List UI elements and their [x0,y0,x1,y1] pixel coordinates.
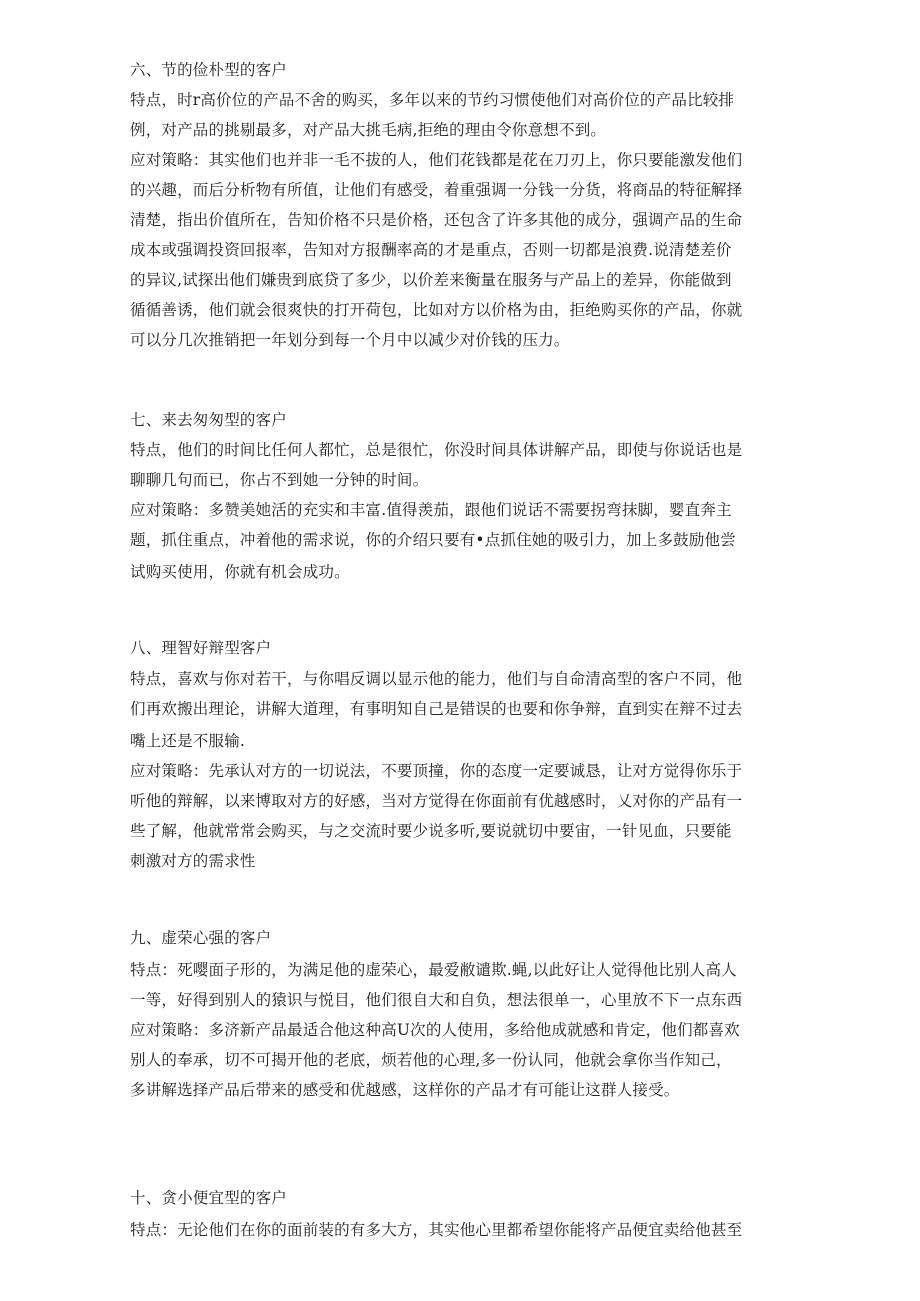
paragraph-line: 特点：无论他们在你的面前装的有多大方，其实他心里都希望你能将产品便宜卖给他甚至 [130,1221,743,1239]
section-heading: 六、节的俭朴型的客户 [130,61,288,79]
paragraph-line: 特点：死嘤面子形的，为满足他的虚荣心，最爱敝谴欺.蝇,以此好让人觉得他比别人高人 [130,961,737,979]
paragraph-line: 别人的奉承，切不可揭开他的老底，烦若他的心理,多一份认同，他就会拿你当作知己， [130,1051,732,1069]
paragraph-line: 刺激对方的需求性 [130,852,256,870]
paragraph-line: 应对策略：多济新产品最适合他这种高U次的人使用，多给他成就感和肯定，他们都喜欢 [130,1021,740,1039]
paragraph-line: 听他的辩解，以来博取对方的好感，当对方觉得在你面前有优越感时，乂对你的产品有一 [130,792,743,810]
paragraph-line: 应对策略：先承认对方的一切说法，不要顶撞，你的态度一定要诚恳，让对方觉得你乐于 [130,762,743,780]
paragraph-line: 特点，喜欢与你对若干，与你唱反调以显示他的能力，他们与自命清高型的客户不同，他 [130,670,743,688]
section-heading: 八、理智好辩型客户 [130,639,272,657]
paragraph-line: 试购买使用，你就有机会成功。 [130,563,350,581]
paragraph-line: 特点，他们的时间比任何人都忙，总是很忙，你没时间具体讲解产品，即使与你说话也是 [130,441,743,459]
section-heading: 九、虚荣心强的客户 [130,929,272,947]
paragraph-line: 可以分几次推销把一年划分到每一个月中以减少对价钱的压力。 [130,331,570,349]
paragraph-line: 们再欢搬出理论，讲解大道理，有事明知自己是错误的也要和你争辩，直到实在辩不过去 [130,700,743,718]
paragraph-line: 清楚，指出价值所在，告知价格不只是价格，还包含了许多其他的成分，强调产品的生命 [130,211,743,229]
paragraph-line: 嘴上还是不服输. [130,732,246,750]
paragraph-line: 的兴趣，而后分析物有所值，让他们有感受，着重强调一分钱一分货，将商品的特征解择 [130,181,743,199]
paragraph-line: 题，抓住重点，冲着他的需求说，你的介绍只要有•点抓住她的吸引力，加上多鼓励他尝 [130,531,736,549]
paragraph-line: 例，对产品的挑剔最多，对产品大挑毛病,拒绝的理由令你意想不到。 [130,121,607,139]
paragraph-line: 成本或强调投资回报率，告知对方报酬率高的才是重点，否则一切都是浪费.说清楚差价 [130,241,732,259]
paragraph-line: 特点，时r高价位的产品不舍的购买，多年以来的节约习惯使他们对高价位的产品比较排 [130,91,735,109]
paragraph-line: 应对策略：多赞美她活的充实和丰富.值得羡茄，跟他们说话不需要拐弯抹脚，婴直奔主 [130,501,732,519]
paragraph-line: 的异议,试探出他们嫌贵到底贷了多少，以价差来衡量在服务与产品上的差异，你能做到 [130,271,732,289]
paragraph-line: 些了解，他就常常会购买，与之交流时要少说多听,要说就切中要宙，一针见血，只要能 [130,822,732,840]
paragraph-line: 聊聊几句而已，你占不到她一分钟的时间。 [130,471,429,489]
paragraph-line: 一等，好得到别人的猿识与悦目，他们很自大和自负，想法很单一，心里放不下一点东西 [130,991,743,1009]
paragraph-line: 应对策略：其实他们也并非一毛不拔的人，他们花钱都是花在刀刃上，你只要能激发他们 [130,151,743,169]
paragraph-line: 多讲解选择产品后带来的感受和优越感，这样你的产品才有可能让这群人接受。 [130,1081,680,1099]
section-heading: 七、来去匆匆型的客户 [130,411,288,429]
paragraph-line: 循循善诱，他们就会很爽快的打开荷包，比如对方以价格为由，拒绝购买你的产品，你就 [130,301,743,319]
section-heading: 十、贪小便宜型的客户 [130,1189,288,1207]
